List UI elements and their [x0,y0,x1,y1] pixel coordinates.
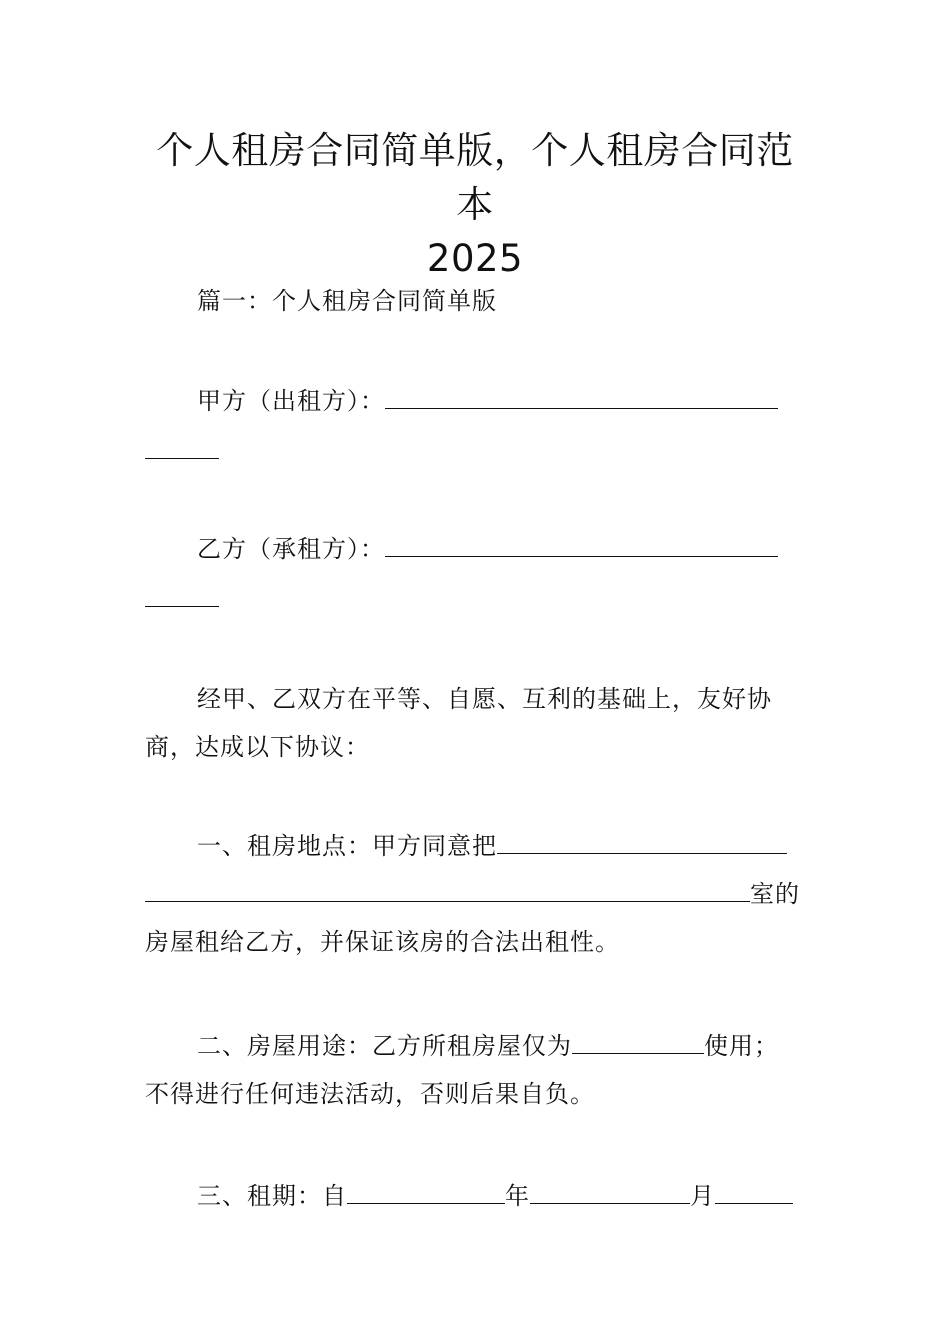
clause-2-line-2: 不得进行任何违法活动，否则后果自负。 [145,1080,595,1108]
intro-paragraph [145,675,805,771]
title-line-1: 个人租房合同简单版，个人租房合同范本 [156,129,794,226]
clause-3-year-label: 年 [505,1182,530,1210]
clause-1-address-blank [497,833,787,854]
party-a-blank [385,388,778,409]
party-a-label: 甲方（出租方）： [197,387,385,415]
clause-1-room-suffix: 室的 [750,880,800,908]
intro-line-2: 商，达成以下协议： [145,733,370,761]
clause-2-text: 二、房屋用途：乙方所租房屋仅为 [197,1032,572,1060]
document-title [145,124,805,286]
clause-3-month-label: 月 [690,1182,715,1210]
clause-3-month-blank [530,1183,690,1204]
clause-1-text: 一、租房地点：甲方同意把 [197,832,497,860]
clause-3-day-blank [715,1183,793,1204]
clause-2 [145,1022,805,1118]
party-a-blank-continued [145,438,219,459]
party-b-label: 乙方（承租方）： [197,535,385,563]
clause-1 [145,822,805,966]
section-heading [145,277,805,325]
party-b-field [145,525,805,623]
clause-3-year-blank [347,1183,505,1204]
clause-1-line-3: 房屋租给乙方，并保证该房的合法出租性。 [145,928,620,956]
clause-2-text-suffix: 使用； [704,1032,779,1060]
section-heading-text: 篇一：个人租房合同简单版 [197,287,497,315]
intro-line-1: 经甲、乙双方在平等、自愿、互利的基础上，友好协 [197,685,772,713]
clause-1-address-blank-continued [145,881,750,902]
clause-3-text: 三、租期：自 [197,1182,347,1210]
party-a-field [145,377,805,475]
clause-3 [145,1172,805,1220]
clause-2-usage-blank [572,1033,704,1054]
party-b-blank-continued [145,586,219,607]
title-line-2: 2025 [426,237,524,280]
party-b-blank [385,536,778,557]
